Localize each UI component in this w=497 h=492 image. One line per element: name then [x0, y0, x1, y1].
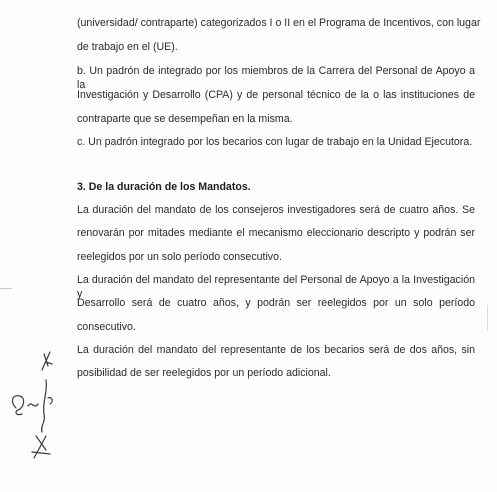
- section-heading: 3. De la duración de los Mandatos.: [77, 181, 251, 193]
- list-item-b-line: contraparte que se desempeñan en la misma.: [77, 113, 293, 125]
- section-paragraph-line: consecutivo.: [77, 321, 136, 333]
- list-item-c-line: c. Un padrón integrado por los becarios con lugar de trabajo en la Unidad Ejecutora.: [77, 136, 473, 148]
- section-paragraph-line: La duración del mandato del representante del Personal de Apoyo a la Investigación y: [77, 274, 475, 300]
- section-paragraph-line: La duración del mandato del representante de los becarios será de dos años, sin: [77, 344, 475, 356]
- scan-artifact: [0, 288, 12, 289]
- list-item-b-line: Investigación y Desarrollo (CPA) y de personal técnico de la o las instituciones de: [77, 89, 475, 101]
- section-paragraph-line: Desarrollo será de cuatro años, y podrán ser reelegidos por un solo período: [77, 297, 475, 309]
- paragraph-line: (universidad/ contraparte) categorizados I o II en el Programa de Incentivos, con lugar: [77, 17, 481, 29]
- list-item-b-line: b. Un padrón de integrado por los miembros de la Carrera del Personal de Apoyo a la: [77, 65, 475, 91]
- section-paragraph-line: La duración del mandato de los consejeros investigadores será de cuatro años. Se: [77, 204, 475, 216]
- section-paragraph-line: posibilidad de ser reelegidos por un período adicional.: [77, 367, 331, 379]
- section-paragraph-line: renovarán por mitades mediante el mecanismo eleccionario descripto y podrán ser: [77, 227, 475, 239]
- handwritten-signature: [6, 340, 78, 470]
- scan-artifact: [487, 305, 488, 331]
- paragraph-line: de trabajo en el (UE).: [77, 41, 178, 53]
- section-paragraph-line: reelegidos por un solo período consecutivo.: [77, 251, 282, 263]
